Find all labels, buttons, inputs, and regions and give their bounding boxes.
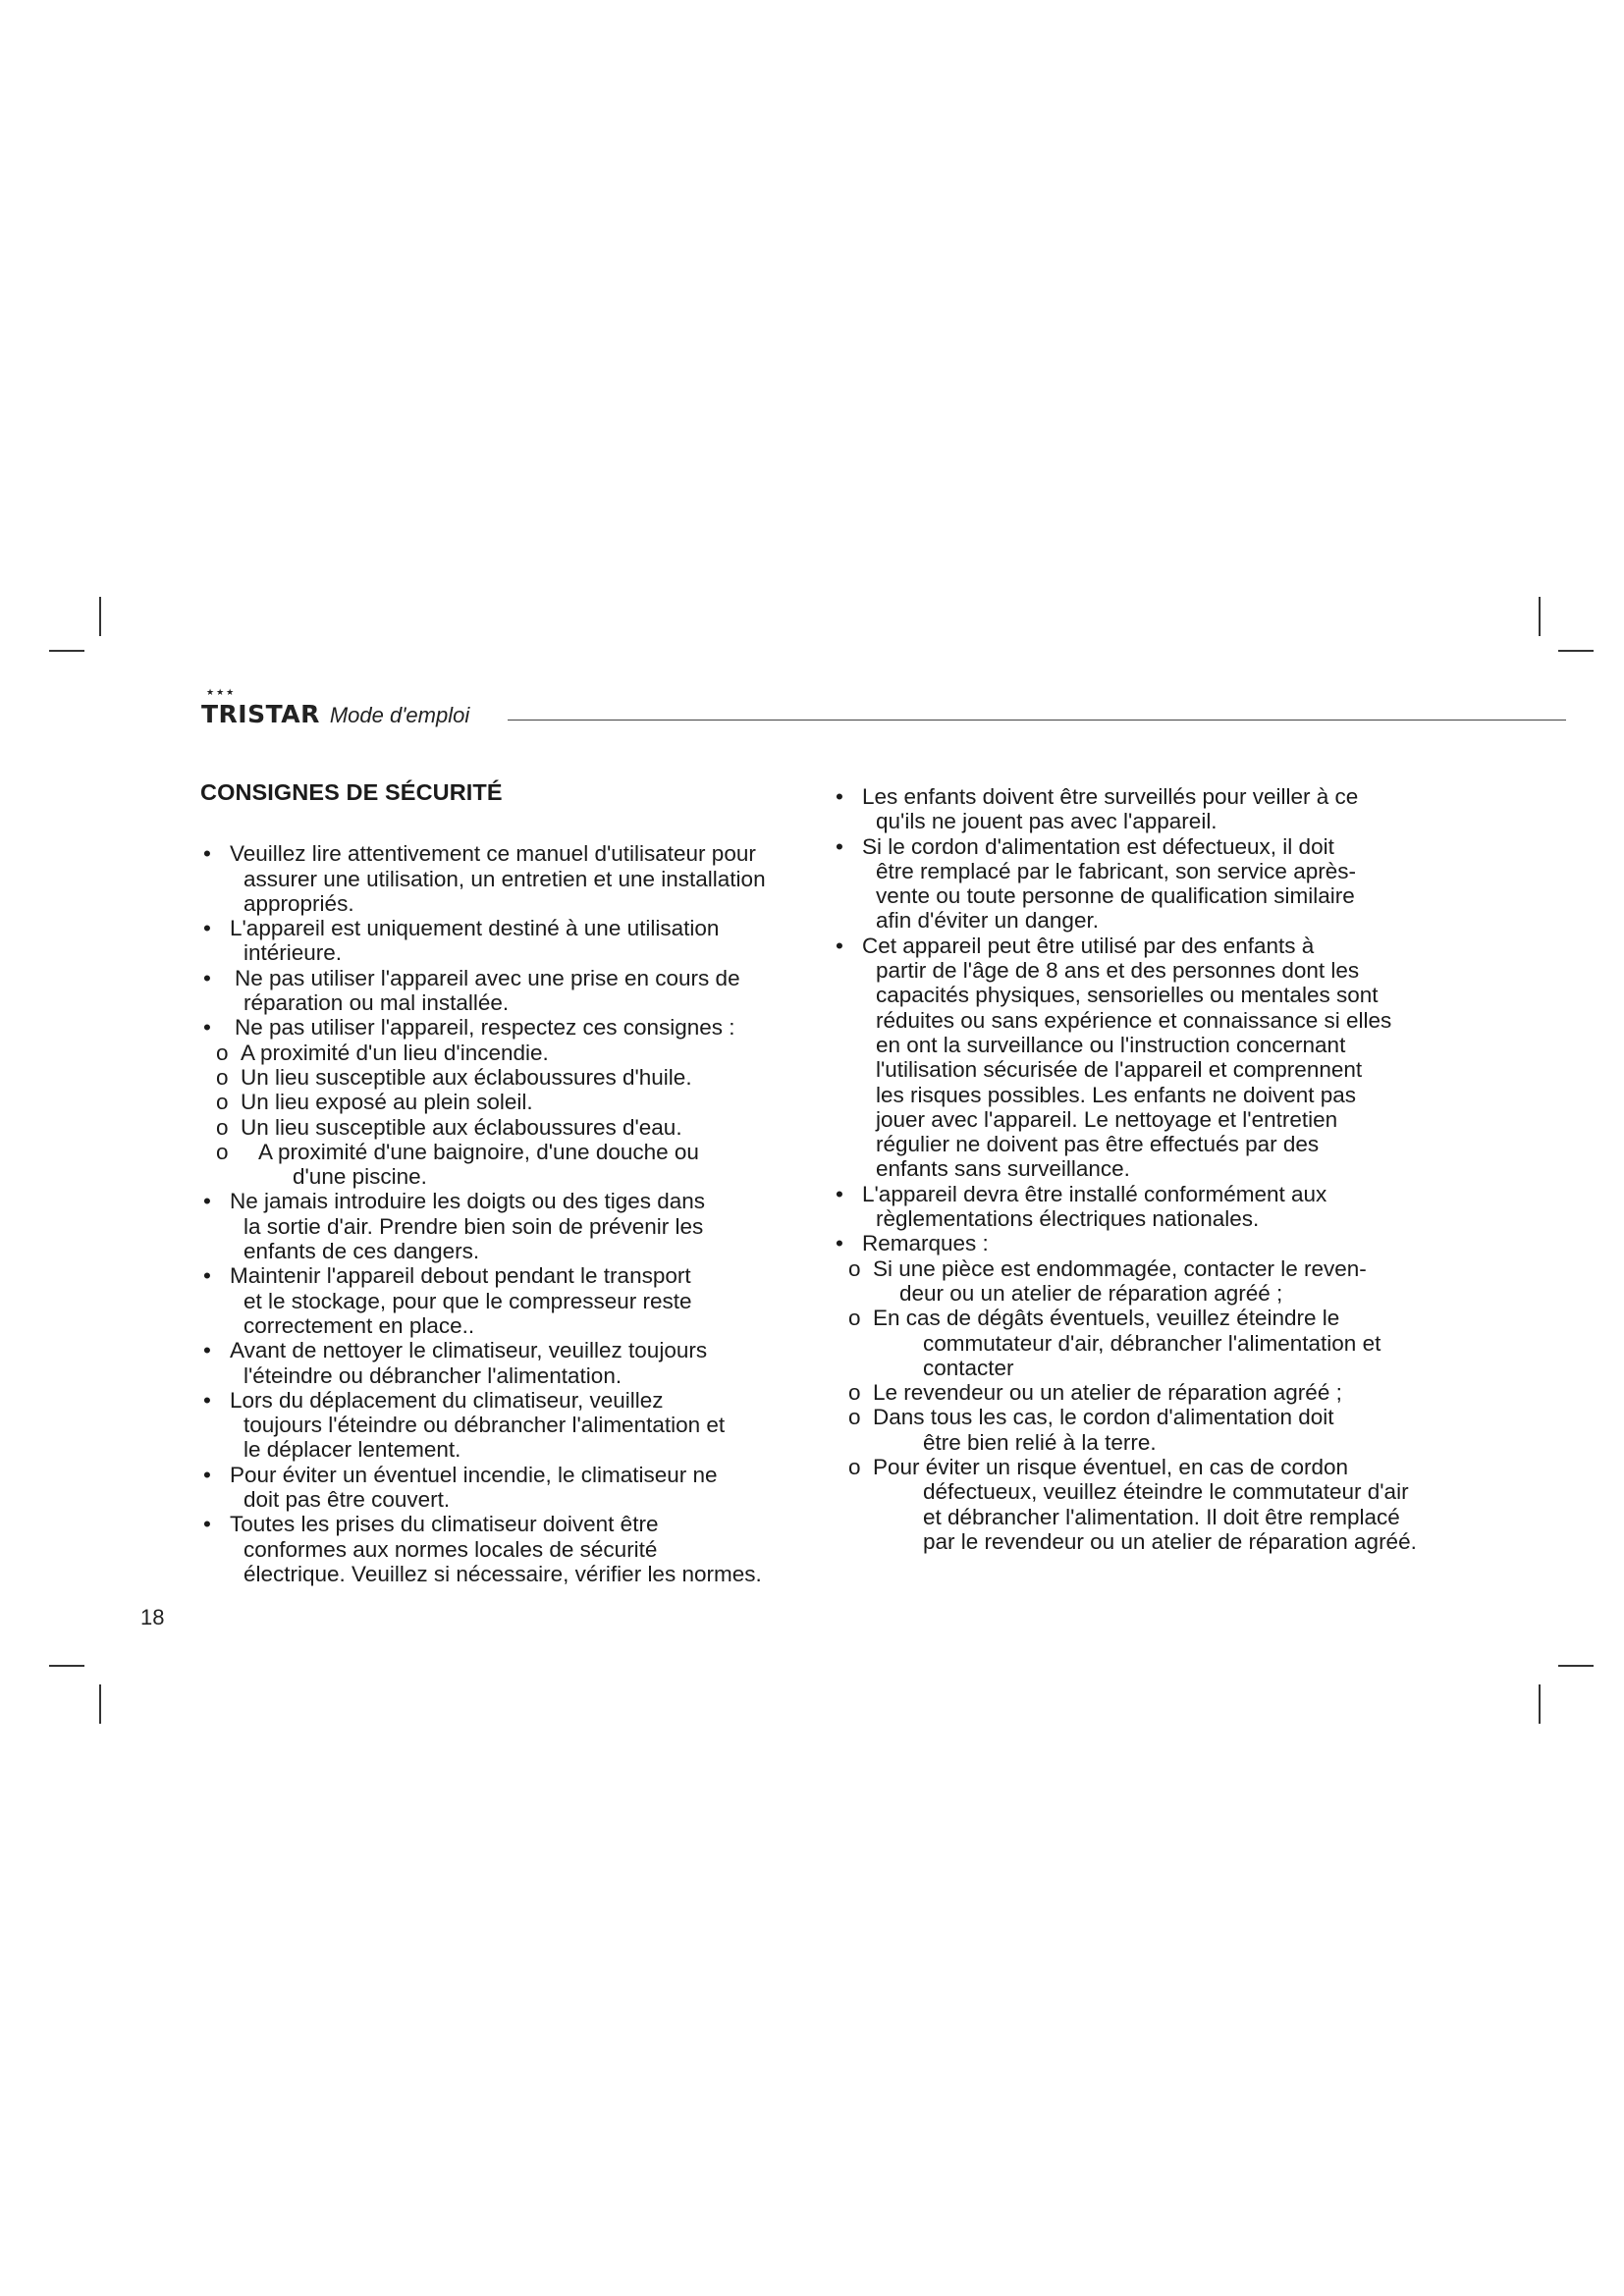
list-item xyxy=(200,1388,819,1463)
line: jouer avec l'appareil. Le nettoyage et l'entretien xyxy=(876,1106,1338,1132)
crop-mark xyxy=(99,597,101,636)
line: • Si le cordon d'alimentation est défectueux, il doit xyxy=(862,833,1334,859)
bullet-o-icon: o xyxy=(216,1090,229,1115)
list-item xyxy=(833,784,1441,834)
list-item xyxy=(833,1182,1441,1232)
line: • Ne pas utiliser l'appareil, respectez ces consignes : xyxy=(235,1015,735,1041)
line: les risques possibles. Les enfants ne doivent pas xyxy=(876,1082,1357,1107)
line: • Cet appareil peut être utilisé par des enfants à xyxy=(862,933,1315,958)
line: • Maintenir l'appareil debout pendant le transport xyxy=(230,1263,691,1289)
bullet-o-icon: o xyxy=(216,1114,229,1140)
sub-text: défectueux, veuillez éteindre le commutateur d'air xyxy=(923,1479,1409,1505)
line: • Remarques : xyxy=(862,1231,989,1256)
logo-stars-icon: ★★★ xyxy=(206,688,237,698)
line: assurer une utilisation, un entretien et une installation xyxy=(244,866,766,891)
line: • Avant de nettoyer le climatiseur, veuillez toujours xyxy=(230,1338,708,1363)
line: • Toutes les prises du climatiseur doivent être xyxy=(230,1512,659,1537)
line: conformes aux normes locales de sécurité xyxy=(244,1536,658,1562)
page-number: 18 xyxy=(140,1605,165,1629)
sub-text: contacter xyxy=(923,1355,1014,1380)
line: l'utilisation sécurisée de l'appareil et comprennent xyxy=(876,1057,1363,1083)
bullet-o-icon: o xyxy=(216,1064,229,1090)
crop-mark xyxy=(49,650,84,652)
line: toujours l'éteindre ou débrancher l'alimentation et xyxy=(244,1413,726,1438)
line: • L'appareil est uniquement destiné à une utilisation xyxy=(230,916,720,941)
sub-item xyxy=(216,1041,819,1065)
crop-mark xyxy=(1558,650,1594,652)
sub-text: Un lieu susceptible aux éclaboussures d'huile. xyxy=(241,1064,692,1090)
line: régulier ne doivent pas être effectués par des xyxy=(876,1132,1320,1157)
sub-text: Un lieu susceptible aux éclaboussures d'eau. xyxy=(241,1114,682,1140)
sub-text: Pour éviter un risque éventuel, en cas de cordon xyxy=(873,1455,1349,1480)
crop-mark xyxy=(1539,1684,1541,1724)
sub-item xyxy=(848,1256,1441,1307)
line: en ont la surveillance ou l'instruction concernant xyxy=(876,1032,1346,1057)
line: réparation ou mal installée. xyxy=(244,990,510,1016)
line: • Pour éviter un éventuel incendie, le climatiseur ne xyxy=(230,1462,718,1487)
line: • Lors du déplacement du climatiseur, veuillez xyxy=(230,1387,664,1413)
line: électrique. Veuillez si nécessaire, vérifier les normes. xyxy=(244,1561,762,1586)
list-item xyxy=(200,1263,819,1338)
line: appropriés. xyxy=(244,890,354,916)
line: • L'appareil devra être installé conformément aux xyxy=(862,1181,1327,1206)
header-subtitle: Mode d'emploi xyxy=(329,703,470,727)
crop-mark xyxy=(99,1684,101,1724)
sub-text: d'une piscine. xyxy=(293,1164,427,1190)
list-item xyxy=(833,834,1441,934)
line: afin d'éviter un danger. xyxy=(876,908,1099,934)
line: l'éteindre ou débrancher l'alimentation. xyxy=(244,1362,623,1388)
line: enfants sans surveillance. xyxy=(876,1156,1130,1182)
line: • Veuillez lire attentivement ce manuel d'utilisateur pour xyxy=(230,841,756,867)
list-item xyxy=(200,1015,819,1040)
bullet-o-icon: o xyxy=(848,1306,861,1331)
sub-list xyxy=(200,1041,819,1190)
line: • Ne pas utiliser l'appareil avec une prise en cours de xyxy=(235,965,740,990)
sub-text: et débrancher l'alimentation. Il doit être remplacé xyxy=(923,1504,1400,1529)
sub-item xyxy=(216,1115,819,1140)
line: capacités physiques, sensorielles ou mentales sont xyxy=(876,983,1379,1008)
line: partir de l'âge de 8 ans et des personnes dont les xyxy=(876,958,1360,984)
sub-text: Le revendeur ou un atelier de réparation agréé ; xyxy=(873,1380,1342,1406)
sub-item xyxy=(848,1380,1441,1405)
line: doit pas être couvert. xyxy=(244,1487,451,1513)
crop-mark xyxy=(49,1665,84,1667)
sub-item xyxy=(216,1065,819,1090)
list-item xyxy=(200,841,819,916)
sub-item xyxy=(848,1405,1441,1455)
line: vente ou toute personne de qualification similaire xyxy=(876,883,1355,909)
line: enfants de ces dangers. xyxy=(244,1239,480,1264)
brand-logo xyxy=(201,688,320,728)
header-divider xyxy=(508,720,1566,721)
bullet-o-icon: o xyxy=(216,1139,229,1164)
page-header xyxy=(201,688,470,728)
sub-text: Si une pièce est endommagée, contacter le reven- xyxy=(873,1255,1367,1281)
sub-item xyxy=(848,1455,1441,1554)
line: réduites ou sans expérience et connaissance si elles xyxy=(876,1007,1392,1033)
bullet-o-icon: o xyxy=(216,1040,229,1065)
bullet-o-icon: o xyxy=(848,1255,861,1281)
sub-text: A proximité d'une baignoire, d'une douche ou xyxy=(258,1139,699,1164)
sub-text: A proximité d'un lieu d'incendie. xyxy=(241,1040,549,1065)
remarks-list xyxy=(833,1256,1441,1555)
sub-text: En cas de dégâts éventuels, veuillez éteindre le xyxy=(873,1306,1340,1331)
line: et le stockage, pour que le compresseur reste xyxy=(244,1288,692,1313)
list-item xyxy=(200,1338,819,1388)
sub-text: deur ou un atelier de réparation agréé ; xyxy=(899,1280,1283,1306)
line: qu'ils ne jouent pas avec l'appareil. xyxy=(876,809,1218,834)
sub-text: Un lieu exposé au plein soleil. xyxy=(241,1090,533,1115)
line: règlementations électriques nationales. xyxy=(876,1206,1260,1232)
brand-name: TRISTAR xyxy=(201,700,320,728)
bullet-o-icon: o xyxy=(848,1455,861,1480)
line: le déplacer lentement. xyxy=(244,1437,461,1463)
line: la sortie d'air. Prendre bien soin de prévenir les xyxy=(244,1213,704,1239)
crop-mark xyxy=(1539,597,1541,636)
sub-text: par le revendeur ou un atelier de réparation agréé. xyxy=(923,1528,1417,1554)
sub-text: être bien relié à la terre. xyxy=(923,1429,1157,1455)
list-item xyxy=(200,1512,819,1586)
line: être remplacé par le fabricant, son service après- xyxy=(876,858,1356,883)
line: correctement en place.. xyxy=(244,1312,475,1338)
sub-text: commutateur d'air, débrancher l'alimentation et xyxy=(923,1330,1381,1356)
list-item xyxy=(200,1189,819,1263)
right-column xyxy=(833,784,1441,1554)
list-item xyxy=(833,934,1441,1182)
sub-text: Dans tous les cas, le cordon d'alimentation doit xyxy=(873,1405,1334,1430)
section-heading: CONSIGNES DE SÉCURITÉ xyxy=(200,779,503,805)
line: • Les enfants doivent être surveillés pour veiller à ce xyxy=(862,784,1359,809)
sub-item xyxy=(216,1140,819,1190)
list-item xyxy=(833,1231,1441,1255)
list-item xyxy=(200,916,819,966)
left-column xyxy=(200,780,819,1586)
list-item xyxy=(200,966,819,1016)
line: • Ne jamais introduire les doigts ou des tiges dans xyxy=(230,1189,706,1214)
bullet-o-icon: o xyxy=(848,1380,861,1406)
bullet-o-icon: o xyxy=(848,1405,861,1430)
sub-item xyxy=(848,1306,1441,1380)
list-item xyxy=(200,1463,819,1513)
sub-item xyxy=(216,1090,819,1114)
line: intérieure. xyxy=(244,940,343,966)
crop-mark xyxy=(1558,1665,1594,1667)
